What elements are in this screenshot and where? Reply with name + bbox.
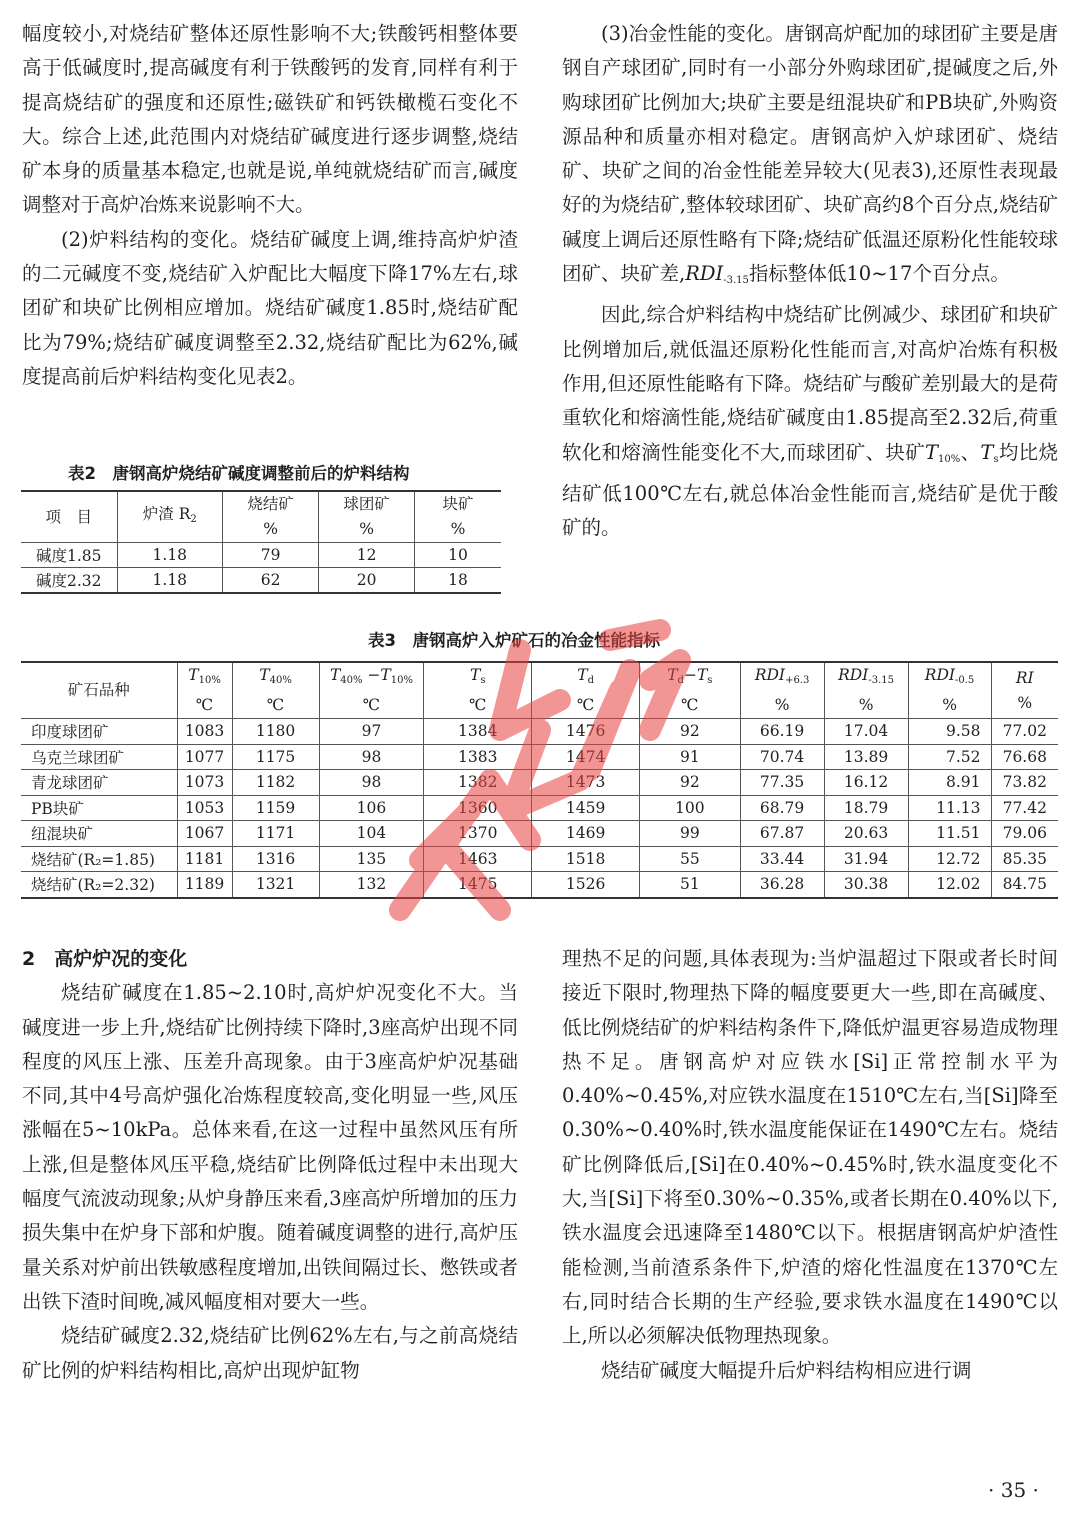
cell: 66.19 (740, 719, 824, 745)
paragraph: (2)炉料结构的变化。烧结矿碱度上调,维持高炉炉渣的二元碱度不变,烧结矿入炉配比大幅度下降17%左右,球团矿和块矿比例相应增加。烧结矿碱度1.85时,烧结矿配比为79%;烧结矿碱度调整至2.32,烧结矿配比为62%,碱度提高前后炉料结构变化见表2。 (22, 227, 518, 388)
cell: 20 (319, 568, 415, 594)
cell: 79.06 (991, 821, 1058, 847)
cell: 1175 (232, 744, 319, 770)
right-column-bottom (562, 942, 1058, 1388)
header-cell: $T_{10\%}$ ℃ (177, 662, 232, 719)
cell: 76.68 (991, 744, 1058, 770)
cell: 77.42 (991, 795, 1058, 821)
table-row (21, 872, 1058, 898)
cell: 1181 (177, 846, 232, 872)
cell: PB块矿 (21, 795, 177, 821)
left-column-top (22, 17, 518, 394)
cell: 1083 (177, 719, 232, 745)
cell: 77.35 (740, 770, 824, 796)
cell: 132 (319, 872, 424, 898)
cell: 36.28 (740, 872, 824, 898)
table-row (21, 543, 501, 568)
cell: 1384 (424, 719, 532, 745)
cell: 1518 (532, 846, 640, 872)
cell: 13.89 (824, 744, 908, 770)
cell: 1171 (232, 821, 319, 847)
cell: 11.51 (908, 821, 991, 847)
cell: 30.38 (824, 872, 908, 898)
cell: 91 (640, 744, 741, 770)
cell: 92 (640, 719, 741, 745)
cell: 烧结矿(R₂=2.32) (21, 872, 177, 898)
cell: 97 (319, 719, 424, 745)
cell: 1073 (177, 770, 232, 796)
cell: 1475 (424, 872, 532, 898)
cell: 1053 (177, 795, 232, 821)
header-cell: 烧结矿 % (223, 491, 319, 543)
cell: 印度球团矿 (21, 719, 177, 745)
header-cell: $T_s$ ℃ (424, 662, 532, 719)
cell: 104 (319, 821, 424, 847)
cell: 33.44 (740, 846, 824, 872)
cell: 1321 (232, 872, 319, 898)
cell: 67.87 (740, 821, 824, 847)
cell: 12 (319, 543, 415, 568)
table-row (21, 846, 1058, 872)
cell: 20.63 (824, 821, 908, 847)
cell: 17.04 (824, 719, 908, 745)
cell: 68.79 (740, 795, 824, 821)
cell: 7.52 (908, 744, 991, 770)
header-cell: $RDI_{-0.5}$ % (908, 662, 991, 719)
paragraph: (3)冶金性能的变化。唐钢高炉配加的球团矿主要是唐钢自产球团矿,同时有一小部分外购球团矿,提碱度之后,外购球团矿比例加大;块矿主要是纽混块矿和PB块矿,外购资源品种和质量亦相对稳定。唐钢高炉入炉球团矿、烧结矿、块矿之间的冶金性能差异较大(见表3),还原性表现最好的为烧结矿,整体较球团矿、块矿高约8个百分点,烧结矿碱度上调后还原性略有下降;烧结矿低温还原粉化性能较球团矿、块矿差$,RDI_{-3.15}$指标整体低10~17个百分点。 (562, 22, 1058, 287)
paragraph: 理热不足的问题,具体表现为:当炉温超过下限或者长时间接近下限时,物理热下降的幅度要更大一些,即在高碱度、低比例烧结矿的炉料结构条件下,降低炉温更容易造成物理热不足。唐钢高炉对应铁水[Si]正常控制水平为0.40%~0.45%,对应铁水温度在1510℃左右,当[Si]降至0.30%~0.40%时,铁水温度能保证在1490℃左右。烧结矿比例降低后,[Si]在0.40%~0.45%时,铁水温度变化不大,当[Si]下将至0.30%~0.35%,或者长期在0.40%以下,铁水温度会迅速降至1480℃以下。根据唐钢高炉炉渣性能检测,当前渣系条件下,炉渣的熔化性温度在1370℃左右,同时结合长期的生产经验,要求铁水温度在1490℃以上,所以必须解决低物理热现象。 (562, 947, 1058, 1348)
table-row (21, 795, 1058, 821)
cell: 1067 (177, 821, 232, 847)
cell: 1370 (424, 821, 532, 847)
cell: 84.75 (991, 872, 1058, 898)
paragraph: 幅度较小,对烧结矿整体还原性影响不大;铁酸钙相整体要高于低碱度时,提高碱度有利于铁酸钙的发育,同样有利于提高烧结矿的强度和还原性;磁铁矿和钙铁橄榄石变化不大。综合上述,此范围内对烧结矿碱度进行逐步调整,烧结矿本身的质量基本稳定,也就是说,单纯就烧结矿而言,碱度调整对于高炉冶炼来说影响不大。 (22, 22, 518, 217)
right-column-top (562, 17, 1058, 545)
cell: 青龙球团矿 (21, 770, 177, 796)
table-row (21, 821, 1058, 847)
cell: 98 (319, 744, 424, 770)
header-cell: $RDI_{+6.3}$ % (740, 662, 824, 719)
cell: 9.58 (908, 719, 991, 745)
cell: 10 (415, 543, 501, 568)
cell: 1182 (232, 770, 319, 796)
header-cell: $T_{40\%} -T_{10\%}$ ℃ (319, 662, 424, 719)
header-cell: 炉渣 $R_2$ (117, 491, 223, 543)
header-cell: $T_{40\%}$ ℃ (232, 662, 319, 719)
cell: 70.74 (740, 744, 824, 770)
cell: 79 (223, 543, 319, 568)
cell: 85.35 (991, 846, 1058, 872)
cell: 1159 (232, 795, 319, 821)
table2-caption: 表2 唐钢高炉烧结矿碱度调整前后的炉料结构 (68, 464, 410, 483)
cell: 11.13 (908, 795, 991, 821)
cell: 1469 (532, 821, 640, 847)
cell: 1316 (232, 846, 319, 872)
header-cell: 项 目 (21, 491, 117, 543)
table-header-row (21, 662, 1058, 719)
cell: 98 (319, 770, 424, 796)
cell: 1459 (532, 795, 640, 821)
header-cell: RI % (991, 662, 1058, 719)
paragraph: 烧结矿碱度大幅提升后炉料结构相应进行调 (601, 1358, 972, 1382)
header-cell: 块矿 % (415, 491, 501, 543)
cell: 1077 (177, 744, 232, 770)
cell: 1473 (532, 770, 640, 796)
cell: 1360 (424, 795, 532, 821)
cell: 烧结矿(R₂=1.85) (21, 846, 177, 872)
table-row (21, 719, 1058, 745)
paragraph: 因此,综合炉料结构中烧结矿比例减少、球团矿和块矿比例增加后,就低温还原粉化性能而言,对高炉冶炼有积极作用,但还原性能略有下降。烧结矿与酸矿差别最大的是荷重软化和熔滴性能,烧结矿碱度由1.85提高至2.32后,荷重软化和熔滴性能变化不大,而球团矿、块矿$T_{10\%}$、$T_s$均比烧结矿低100℃左右,就总体冶金性能而言,烧结矿是优于酸矿的。 (562, 303, 1058, 540)
cell: 100 (640, 795, 741, 821)
cell: 18 (415, 568, 501, 594)
cell: 73.82 (991, 770, 1058, 796)
cell: 99 (640, 821, 741, 847)
cell: 碱度2.32 (21, 568, 117, 594)
cell: 106 (319, 795, 424, 821)
cell: 12.02 (908, 872, 991, 898)
page-number: · 35 · (988, 1478, 1039, 1502)
left-column-bottom (22, 942, 518, 1388)
cell: 77.02 (991, 719, 1058, 745)
table3 (21, 661, 1058, 899)
cell: 1.18 (117, 568, 223, 594)
cell: 1476 (532, 719, 640, 745)
cell: 1.18 (117, 543, 223, 568)
header-cell: 球团矿 % (319, 491, 415, 543)
cell: 1180 (232, 719, 319, 745)
table2 (21, 490, 501, 594)
cell: 8.91 (908, 770, 991, 796)
table-row (21, 568, 501, 594)
cell: 1189 (177, 872, 232, 898)
table3-caption: 表3 唐钢高炉入炉矿石的冶金性能指标 (368, 631, 660, 650)
table3-body (21, 719, 1058, 898)
cell: 16.12 (824, 770, 908, 796)
paragraph: 烧结矿碱度在1.85~2.10时,高炉炉况变化不大。当碱度进一步上升,烧结矿比例持续下降时,3座高炉出现不同程度的风压上涨、压差升高现象。由于3座高炉炉况基础不同,其中4号高炉强化冶炼程度较高,变化明显一些,风压涨幅在5~10kPa。总体来看,在这一过程中虽然风压有所上涨,但是整体风压平稳,烧结矿比例降低过程中未出现大幅度气流波动现象;从炉身静压来看,3座高炉所增加的压力损失集中在炉身下部和炉腹。随着碱度调整的进行,高炉压量关系对炉前出铁敏感程度增加,出铁间隔过长、憋铁或者出铁下渣时间晚,减风幅度相对要大一些。 (22, 981, 518, 1313)
header-cell: $RDI_{-3.15}$ % (824, 662, 908, 719)
paragraph: 烧结矿碱度2.32,烧结矿比例62%左右,与之前高烧结矿比例的炉料结构相比,高炉出现炉缸物 (22, 1324, 518, 1382)
cell: 62 (223, 568, 319, 594)
table-header-row (21, 491, 501, 543)
cell: 1526 (532, 872, 640, 898)
cell: 55 (640, 846, 741, 872)
cell: 51 (640, 872, 741, 898)
header-cell: 矿石品种 (21, 662, 177, 719)
cell: 135 (319, 846, 424, 872)
cell: 18.79 (824, 795, 908, 821)
cell: 31.94 (824, 846, 908, 872)
cell: 1463 (424, 846, 532, 872)
table-row (21, 744, 1058, 770)
cell: 1382 (424, 770, 532, 796)
section-heading: 2 高炉炉况的变化 (22, 948, 188, 970)
header-cell: $T_d-T_s$ ℃ (640, 662, 741, 719)
cell: 乌克兰球团矿 (21, 744, 177, 770)
table-row (21, 770, 1058, 796)
cell: 1383 (424, 744, 532, 770)
cell: 碱度1.85 (21, 543, 117, 568)
header-cell: $T_d$ ℃ (532, 662, 640, 719)
cell: 纽混块矿 (21, 821, 177, 847)
cell: 12.72 (908, 846, 991, 872)
cell: 92 (640, 770, 741, 796)
cell: 1474 (532, 744, 640, 770)
